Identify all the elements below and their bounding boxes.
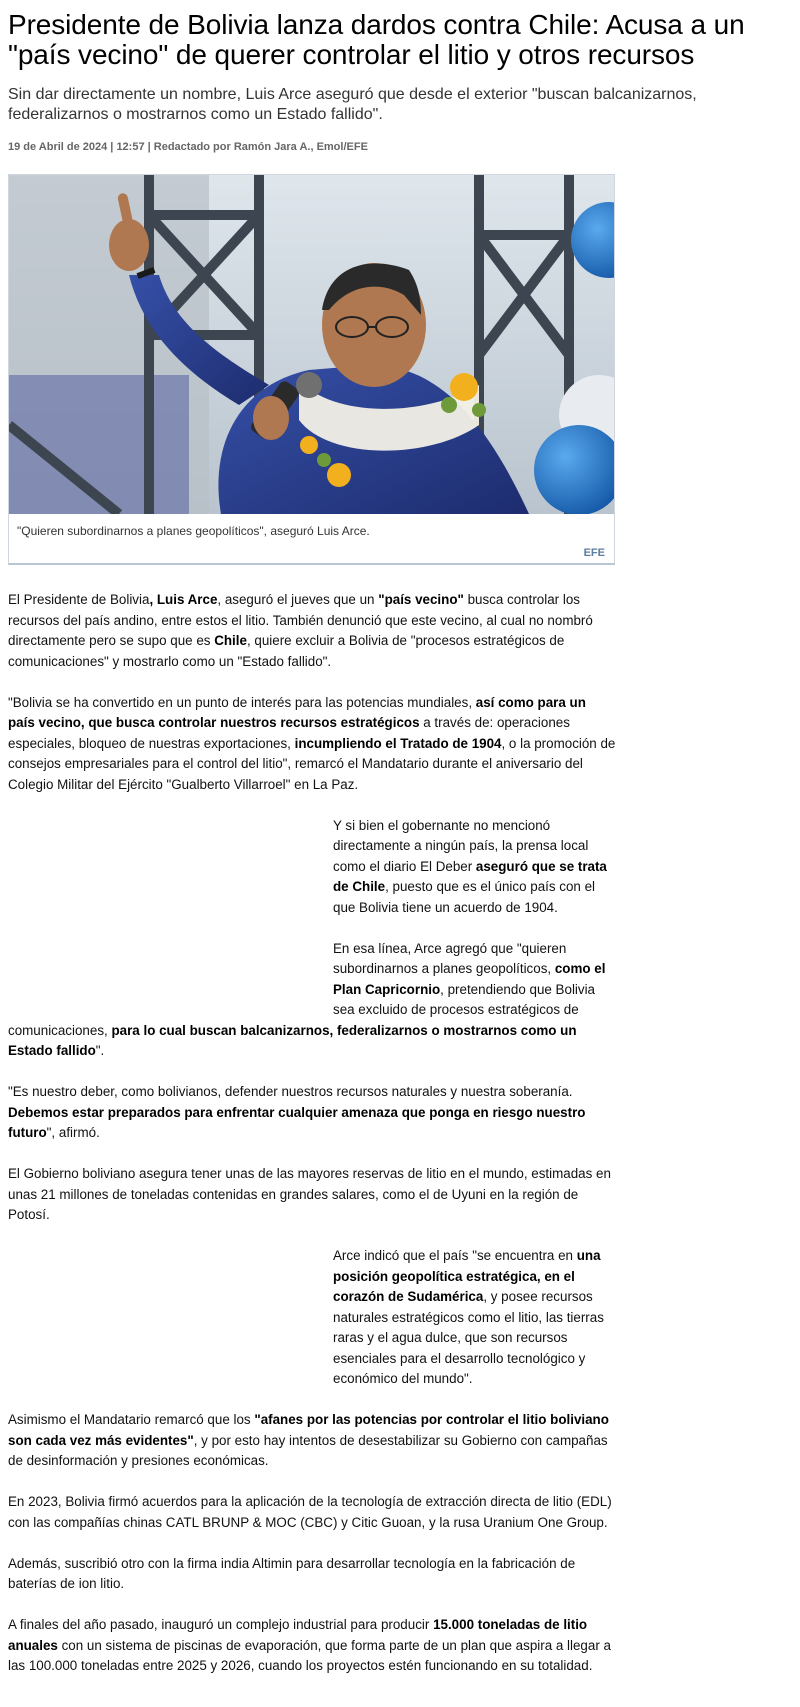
text-run: En esa línea, Arce agregó que "quieren subordinarnos a planes geopolíticos,: [333, 940, 567, 976]
text-run: Asimismo el Mandatario remarcó que los: [8, 1412, 255, 1427]
bold-text: , Luis Arce: [149, 592, 218, 607]
text-run: "Es nuestro deber, como bolivianos, defender nuestros recursos naturales y nuestra soberanía.: [8, 1084, 573, 1099]
article-figure: [8, 174, 615, 565]
bold-text: "afanes por las potencias por controlar el litio boliviano son cada vez más evidentes": [8, 1412, 609, 1448]
paragraph: [8, 1492, 616, 1533]
paragraph: [8, 1082, 616, 1144]
text-run: El Gobierno boliviano asegura tener unas de las mayores reservas de litio en el mundo, estimadas en unas 21 millones de toneladas contenidas en grandes salares, como el de Uyuni en la región de Potosí.: [8, 1166, 611, 1222]
text-run: En 2023, Bolivia firmó acuerdos para la aplicación de la tecnología de extracción directa de litio (EDL) con las compañías chinas CATL BRUNP & MOC (CBC) y Citic Guoan, y la rusa Uranium One Group.: [8, 1494, 612, 1530]
paragraph: [8, 1554, 616, 1595]
article-body: [8, 590, 616, 1697]
paragraph: [8, 1615, 616, 1677]
text-run: a través de: operaciones especiales, bloqueo de nuestras exportaciones,: [8, 715, 570, 751]
ad-space: [8, 816, 333, 1016]
text-run: Arce indicó que el país "se encuentra en: [333, 1248, 577, 1263]
bold-text: una posición geopolítica estratégica, en el corazón de Sudamérica: [333, 1248, 601, 1304]
article: [8, 0, 792, 1673]
article-photo[interactable]: [9, 175, 614, 514]
text-run: , puesto que es el único país con el que Bolivia tiene un acuerdo de 1904.: [333, 879, 596, 915]
bold-text: como el Plan Capricornio: [333, 961, 606, 997]
bold-text: "país vecino": [378, 592, 464, 607]
bold-text: Chile: [214, 633, 247, 648]
paragraph: [8, 693, 616, 796]
article-byline: 19 de Abril de 2024 | 12:57 | Redactado por Ramón Jara A., Emol/EFE: [8, 141, 368, 153]
text-run: Y si bien el gobernante no mencionó directamente a ningún país, la prensa local como el diario El Deber: [333, 817, 589, 874]
photo-credit: EFE: [583, 547, 605, 559]
bold-text: 15.000 toneladas de litio anuales: [8, 1617, 588, 1653]
ad-space: [8, 1246, 333, 1386]
bold-text: incumpliendo el Tratado de 1904: [294, 735, 502, 751]
text-run: , o la promoción de consejos empresariales para el control del litio", remarcó el Mandatario durante el aniversario del Colegio Militar del Ejército "Gualberto Villarroel" en La Paz.: [8, 735, 616, 792]
bold-text: Debemos estar preparados para enfrentar cualquier amenaza que ponga en riesgo nuestro futuro: [8, 1104, 586, 1140]
paragraph: [8, 1164, 616, 1226]
text-run: "Bolivia se ha convertido en un punto de interés para las potencias mundiales,: [8, 694, 476, 710]
text-run: busca controlar los recursos del país andino, entre estos el litio. También denunció que este vecino, al cual no nombró directamente pero se supo que es: [8, 592, 593, 648]
paragraph: [8, 590, 616, 672]
text-run: A finales del año pasado, inauguró un complejo industrial para producir: [8, 1617, 434, 1632]
text-run: , y posee recursos naturales estratégicos como el litio, las tierras raras y el agua dulce, que son recursos esenciales para el desarrollo tecnológico y económico del mundo".: [333, 1289, 604, 1386]
text-run: , quiere excluir a Bolivia de "procesos estratégicos de comunicaciones" y mostrarlo como un "Estado fallido".: [8, 633, 565, 669]
text-run: ".: [95, 1043, 105, 1058]
photo-caption: "Quieren subordinarnos a planes geopolíticos", aseguró Luis Arce.: [17, 524, 370, 538]
bold-text: así como para un país vecino, que busca controlar nuestros recursos estratégicos: [8, 694, 586, 730]
text-run: ", afirmó.: [46, 1125, 100, 1140]
article-lead: Sin dar directamente un nombre, Luis Arce aseguró que desde el exterior "buscan balcanizarnos, federalizarnos o mostrarnos como un Estado fallido".: [8, 86, 697, 123]
bold-text: para lo cual buscan balcanizarnos, federalizarnos o mostrarnos como un Estado fallido: [8, 1022, 577, 1058]
paragraph: [8, 1410, 616, 1472]
text-run: con un sistema de piscinas de evaporación, que forma parte de un plan que aspira a llegar a las 100.000 toneladas entre 2025 y 2026, cuando los proyectos estén funcionando en su totalidad.: [8, 1637, 611, 1673]
bold-text: aseguró que se trata de Chile: [333, 858, 607, 894]
text-run: , y por esto hay intentos de desestabilizar su Gobierno con campañas de desinformación y presiones económicas.: [8, 1432, 608, 1468]
text-run: El Presidente de Bolivia: [8, 592, 150, 607]
article-title: Presidente de Bolivia lanza dardos contra Chile: Acusa a un "país vecino" de querer controlar el litio y otros recursos: [8, 9, 745, 70]
text-run: , pretendiendo que Bolivia sea excluido de procesos estratégicos de comunicaciones,: [8, 981, 596, 1038]
text-run: , aseguró el jueves que un: [217, 592, 379, 607]
text-run: Además, suscribió otro con la firma india Altimin para desarrollar tecnología en la fabricación de baterías de ion litio.: [8, 1555, 576, 1591]
